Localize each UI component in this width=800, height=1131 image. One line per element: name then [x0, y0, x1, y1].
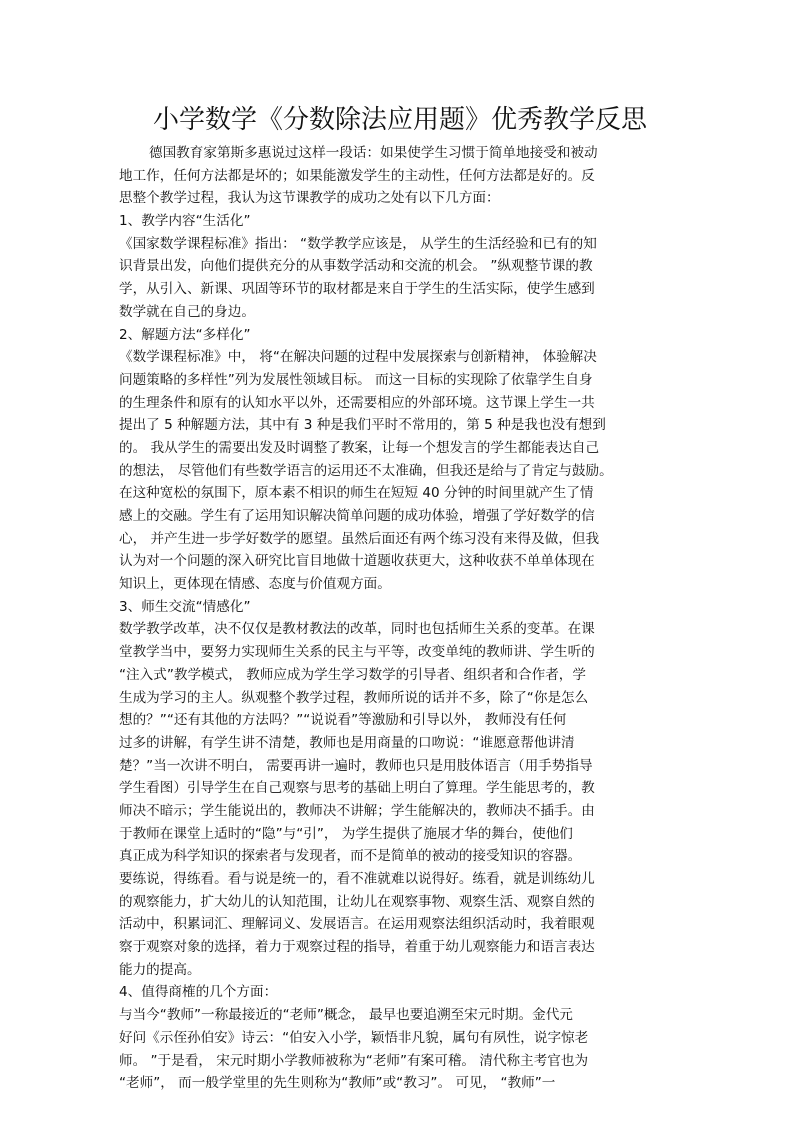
text-line: 思整个教学过程，我认为这节课教学的成功之处有以下几方面：: [119, 190, 500, 207]
text-line: 师决不暗示；学生能说出的，教师决不讲解；学生能解决的，教师决不插手。由: [119, 802, 595, 819]
text-line: 的想法， 尽管他们有些数学语言的运用还不太准确，但我还是给与了肯定与鼓励。: [119, 462, 613, 479]
text-line: 数学就在自己的身边。: [119, 303, 255, 320]
text-line: 德国教育家第斯多惠说过这样一段话：如果使学生习惯于简单地接受和被动: [149, 145, 598, 161]
text-line: 《国家数学课程标准》指出： “数学教学应该是， 从学生的生活经验和已有的知: [119, 235, 597, 252]
text-line: 问题策略的多样性”列为发展性领域目标。 而这一目标的实现除了依靠学生自身: [119, 371, 593, 388]
text-line: 的生理条件和原有的认知水平以外，还需要相应的外部环境。这节课上学生一共: [119, 394, 595, 411]
text-line: 的观察能力，扩大幼儿的认知范围，让幼儿在观察事物、观察生活、观察自然的: [119, 893, 595, 910]
text-line: 学，从引入、新课、巩固等环节的取材都是来自于学生的生活实际，使学生感到: [119, 281, 595, 298]
text-line: 察于观察对象的选择，着力于观察过程的指导，着重于幼儿观察能力和语言表达: [119, 939, 595, 956]
text-line: 好问《示侄孙伯安》诗云：“伯安入小学，颖悟非凡貌，属句有夙性，说字惊老: [119, 1029, 589, 1046]
text-line: 师。 ”于是看， 宋元时期小学教师被称为“老师”有案可稽。 清代称主考官也为: [119, 1052, 589, 1069]
text-line: 1、教学内容“生活化”: [119, 213, 251, 230]
text-line: 《数学课程标准》中， 将“在解决问题的过程中发展探索与创新精神， 体验解决: [119, 349, 597, 366]
text-line: 感上的交融。学生有了运用知识解决简单问题的成功体验，增强了学好数学的信: [119, 508, 595, 524]
text-line: 认为对一个问题的深入研究比盲目地做十道题收获更大，这种收获不单单体现在: [119, 553, 595, 570]
text-line: 能力的提高。: [119, 961, 201, 978]
text-line: 识背景出发，向他们提供充分的从事数学活动和交流的机会。 ”纵观整节课的教: [119, 258, 593, 275]
text-line: 心， 并产生进一步学好数学的愿望。虽然后面还有两个练习没有来得及做，但我: [119, 530, 600, 547]
text-line: 于教师在课堂上适时的“隐”与“引”， 为学生提供了施展才华的舞台，使他们: [119, 825, 573, 842]
text-line: 的。 我从学生的需要出发及时调整了教案，让每一个想发言的学生都能表达自己: [119, 439, 600, 456]
text-line: “注入式”教学模式， 教师应成为学生学习数学的引导者、组织者和合作者，学: [119, 666, 586, 683]
text-line: 过多的讲解，有学生讲不清楚，教师也是用商量的口吻说：“谁愿意帮他讲清: [119, 734, 575, 751]
text-line: 地工作，任何方法都是坏的；如果能激发学生的主动性，任何方法都是好的。反: [119, 167, 595, 184]
text-line: 想的？”“还有其他的方法吗？”“说说看”等激励和引导以外， 教师没有任何: [119, 712, 567, 729]
text-line: 要练说，得练看。看与说是统一的，看不准就难以说得好。练看，就是训练幼儿: [119, 871, 595, 887]
text-line: 在这种宽松的氛围下，原本素不相识的师生在短短 40 分钟的时间里就产生了情: [119, 485, 594, 502]
text-line: “老师”， 而一般学堂里的先生则称为“教师”或“教习”。 可见， “教师”一: [119, 1075, 556, 1092]
text-line: 4、值得商榷的几个方面：: [119, 984, 278, 1001]
text-line: 生成为学习的主人。纵观整个教学过程，教师所说的话并不多，除了“你是怎么: [119, 689, 589, 706]
text-line: 活动中，积累词汇、理解词义、发展语言。在运用观察法组织活动时，我着眼观: [119, 916, 595, 933]
text-line: 与当今“教师”一称最接近的“老师”概念， 最早也要追溯至宋元时期。金代元: [119, 1007, 573, 1024]
document-title: 小学数学《分数除法应用题》优秀教学反思: [152, 105, 647, 135]
text-line: 学生看图）引导学生在自己观察与思考的基础上明白了算理。学生能思考的，教: [119, 780, 595, 797]
text-line: 楚？”当一次讲不明白， 需要再讲一遍时，教师也只是用肢体语言（用手势指导: [119, 757, 593, 774]
text-line: 堂教学当中，要努力实现师生关系的民主与平等，改变单纯的教师讲、学生听的: [119, 644, 595, 661]
text-line: 数学教学改革，决不仅仅是教材教法的改革，同时也包括师生关系的变革。在课: [119, 621, 595, 638]
text-line: 提出了 5 种解题方法，其中有 3 种是我们平时不常用的，第 5 种是我也没有想到: [119, 417, 606, 434]
text-line: 3、师生交流“情感化”: [119, 598, 251, 615]
text-line: 知识上，更体现在情感、态度与价值观方面。: [119, 576, 391, 593]
document-body: [119, 142, 679, 1095]
text-line: 真正成为科学知识的探索者与发现者，而不是简单的被动的接受知识的容器。: [119, 848, 582, 865]
text-line: 2、解题方法“多样化”: [119, 326, 251, 343]
